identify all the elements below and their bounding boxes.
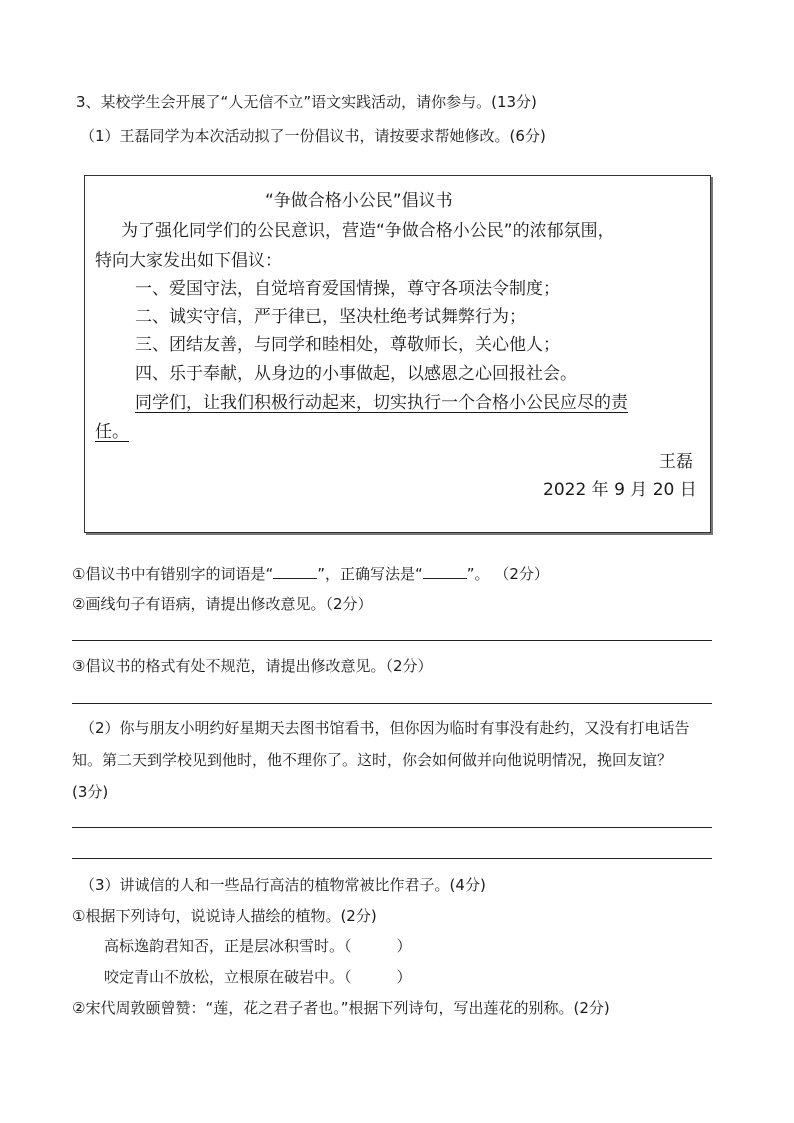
proposal-item-1: 一、爱国守法，自觉培育爱国情操，尊守各项法令制度； — [135, 279, 560, 299]
task-grammar: ②画线句子有语病，请提出修改意见。（2分） — [72, 595, 373, 613]
typo-word-blank[interactable] — [273, 563, 317, 579]
proposal-title: “争做合格小公民”倡议书 — [265, 191, 453, 211]
answer-line-grammar[interactable] — [72, 640, 712, 641]
poem-line-1: 高标逸韵君知否，正是层冰积雪时。（ ） — [104, 937, 412, 955]
proposal-item-3: 三、团结友善，与同学和睦相处，尊敬师长，关心他人； — [135, 335, 560, 355]
proposal-date: 2022 年 9 月 20 日 — [543, 480, 697, 500]
task-typo-mid: ”，正确写法是“ — [317, 565, 423, 583]
proposal-intro-line2: 特向大家发出如下倡议： — [95, 251, 282, 271]
proposal-box — [84, 175, 711, 533]
proposal-signature: 王磊 — [659, 452, 693, 472]
subquestion-3-task-1: ①根据下列诗句，说说诗人描绘的植物。(2分) — [72, 907, 377, 925]
subquestion-2-line2: 知。第二天到学校见到他时，他不理你了。这时，你会如何做并向他说明情况，挽回友谊？ — [72, 751, 673, 769]
poem-line-2: 咬定青山不放松，立根原在破岩中。（ ） — [104, 968, 412, 986]
question-title: 3、某校学生会开展了“人无信不立”语文实践活动，请你参与。(13分) — [76, 93, 537, 111]
subquestion-1: （1）王磊同学为本次活动拟了一份倡议书，请按要求帮她修改。(6分) — [80, 127, 546, 145]
task-format: ③倡议书的格式有处不规范，请提出修改意见。（2分） — [72, 657, 433, 675]
task-typo — [72, 563, 549, 584]
proposal-item-2: 二、诚实守信，严于律已，坚决杜绝考试舞弊行为； — [135, 307, 526, 327]
proposal-underlined-sentence-line2: 任。 — [95, 422, 129, 442]
answer-line-2b[interactable] — [72, 858, 712, 859]
proposal-item-4: 四、乐于奉献，从身边的小事做起，以感恩之心回报社会。 — [135, 364, 577, 384]
subquestion-3-task-2: ②宋代周敦颐曾赞：“莲，花之君子者也。”根据下列诗句，写出莲花的别称。(2分) — [72, 999, 610, 1017]
answer-line-format[interactable] — [72, 703, 712, 704]
proposal-intro-line1: 为了强化同学们的公民意识，营造“争做合格小公民”的浓郁氛围， — [121, 221, 615, 241]
proposal-underlined-sentence-line1: 同学们，让我们积极行动起来，切实执行一个合格小公民应尽的责 — [135, 393, 628, 413]
subquestion-2-line3: (3分) — [72, 783, 109, 801]
correct-word-blank[interactable] — [423, 563, 467, 579]
subquestion-2-line1: （2）你与朋友小明约好星期天去图书馆看书，但你因为临时有事没有赴约，又没有打电话告 — [80, 719, 690, 737]
task-typo-prefix: ①倡议书中有错别字的词语是“ — [72, 565, 274, 583]
subquestion-3: （3）讲诚信的人和一些品行高洁的植物常被比作君子。(4分) — [80, 876, 486, 894]
task-typo-suffix: ”。 （2分） — [466, 565, 549, 583]
answer-line-2a[interactable] — [72, 827, 712, 828]
